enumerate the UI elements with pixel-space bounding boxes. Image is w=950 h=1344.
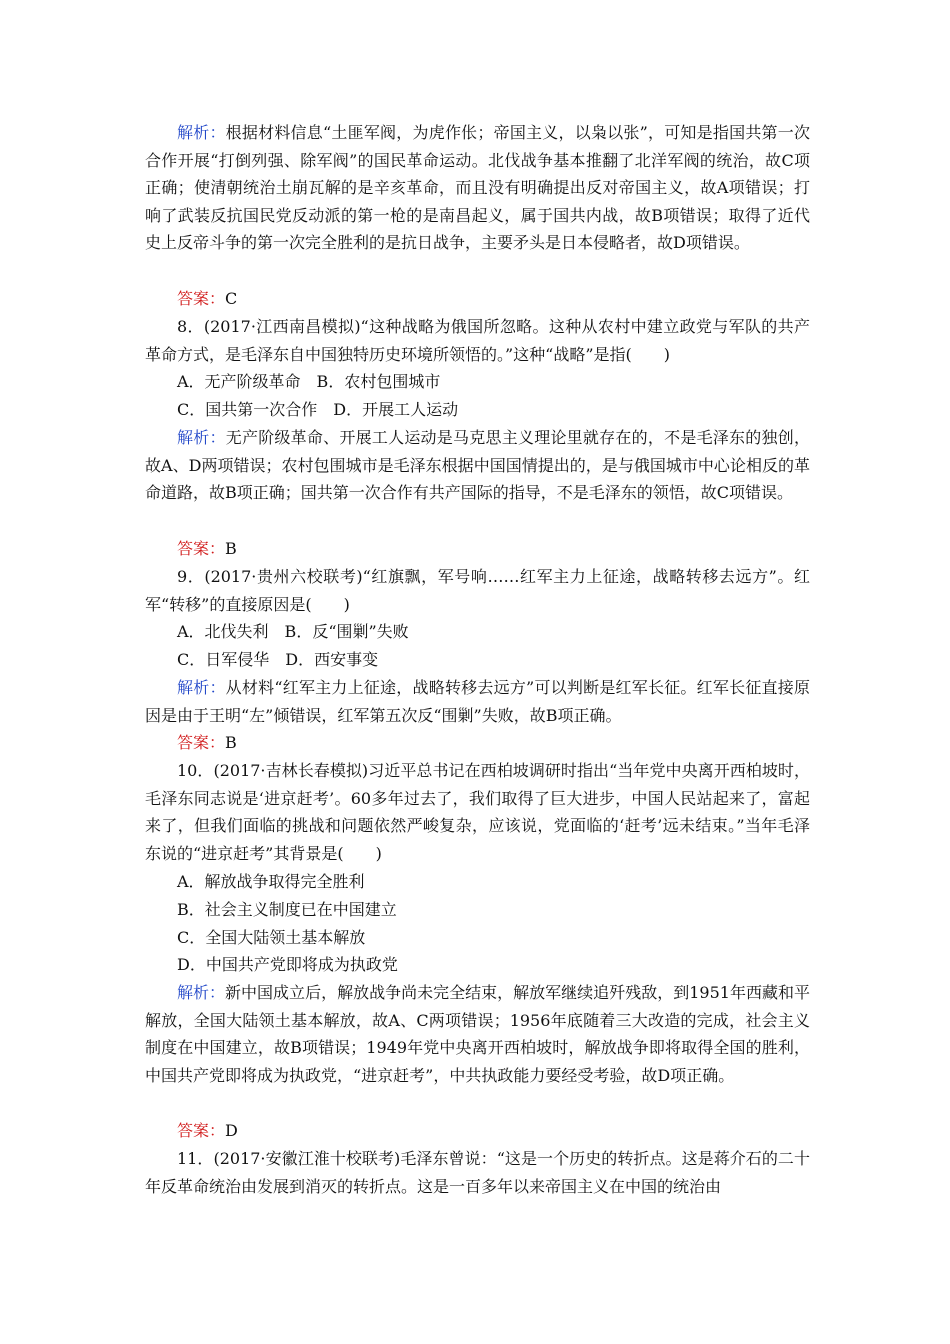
- analysis-9: [145, 674, 810, 729]
- answer-9: [145, 729, 810, 757]
- analysis-10: [145, 979, 810, 1089]
- analysis-label: 解析：: [177, 428, 226, 447]
- answer-text: B: [225, 733, 237, 752]
- answer-label: 答案：: [177, 289, 226, 308]
- option-line: B．社会主义制度已在中国建立: [177, 900, 397, 919]
- answer-7: [145, 285, 810, 313]
- answer-8: [145, 535, 810, 563]
- option-line: C．全国大陆领土基本解放: [177, 928, 366, 947]
- answer-text: B: [225, 539, 237, 558]
- answer-label: 答案：: [177, 539, 226, 558]
- option-line: C．日军侵华 D．西安事变: [177, 650, 379, 669]
- analysis-7: [145, 119, 810, 257]
- question-8: 8．(2017·江西南昌模拟)“这种战略为俄国所忽略。这种从农村中建立政党与军队的共产革命方式，是毛泽东自中国独特历史环境所领悟的。”这种“战略”是指( ): [145, 317, 810, 364]
- option-line: C．国共第一次合作 D．开展工人运动: [177, 400, 459, 419]
- option-line: A．解放战争取得完全胜利: [177, 872, 365, 891]
- analysis-text: 从材料“红军主力上征途，战略转移去远方”可以判断是红军长征。红军长征直接原因是由于王明“左”倾错误，红军第五次反“围剿”失败，故B项正确。: [145, 678, 810, 725]
- analysis-text: 根据材料信息“土匪军阀，为虎作伥；帝国主义，以枭以张”，可知是指国共第一次合作开展“打倒列强、除军阀”的国民革命运动。北伐战争基本推翻了北洋军阀的统治，故C项正确；使清朝统治土崩瓦解的是辛亥革命，而且没有明确提出反对帝国主义，故A项错误；打响了武装反抗国民党反动派的第一枪的是南昌起义，属于国共内战，故B项错误；取得了近代史上反帝斗争的第一次完全胜利的是抗日战争，主要矛头是日本侵略者，故D项错误。: [145, 123, 810, 253]
- option-line: A．无产阶级革命 B．农村包围城市: [177, 372, 441, 391]
- option-line: D．中国共产党即将成为执政党: [177, 955, 398, 974]
- analysis-label: 解析：: [177, 678, 226, 697]
- question-10: 10．(2017·吉林长春模拟)习近平总书记在西柏坡调研时指出“当年党中央离开西柏坡时，毛泽东同志说是‘进京赶考’。60多年过去了，我们取得了巨大进步，中国人民站起来了，富起来了，但我们面临的挑战和问题依然严峻复杂，应该说，党面临的‘赶考’远未结束。”当年毛泽东说的“进京赶考”其背景是( ): [145, 761, 810, 863]
- answer-text: C: [225, 289, 238, 308]
- answer-label: 答案：: [177, 1121, 226, 1140]
- analysis-text: 无产阶级革命、开展工人运动是马克思主义理论里就存在的，不是毛泽东的独创，故A、D两项错误；农村包围城市是毛泽东根据中国国情提出的，是与俄国城市中心论相反的革命道路，故B项正确；国共第一次合作有共产国际的指导，不是毛泽东的领悟，故C项错误。: [145, 428, 810, 503]
- answer-10: [145, 1117, 810, 1145]
- answer-text: D: [225, 1121, 238, 1140]
- option-line: A．北伐失利 B．反“围剿”失败: [177, 622, 409, 641]
- answer-label: 答案：: [177, 733, 226, 752]
- analysis-label: 解析：: [177, 123, 226, 142]
- analysis-text: 新中国成立后，解放战争尚未完全结束，解放军继续追歼残敌，到1951年西藏和平解放，全国大陆领土基本解放，故A、C两项错误；1956年底随着三大改造的完成，社会主义制度在中国建立，故B项错误；1949年党中央离开西柏坡时，解放战争即将取得全国的胜利，中国共产党即将成为执政党，“进京赶考”，中共执政能力要经受考验，故D项正确。: [145, 983, 810, 1085]
- question-11: 11．(2017·安徽江淮十校联考)毛泽东曾说：“这是一个历史的转折点。这是蒋介石的二十年反革命统治由发展到消灭的转折点。这是一百多年以来帝国主义在中国的统治由: [145, 1149, 810, 1196]
- analysis-label: 解析：: [177, 983, 226, 1002]
- analysis-8: [145, 424, 810, 507]
- question-9: 9．(2017·贵州六校联考)“红旗飘，军号响……红军主力上征途，战略转移去远方”。红军“转移”的直接原因是( ): [145, 567, 810, 614]
